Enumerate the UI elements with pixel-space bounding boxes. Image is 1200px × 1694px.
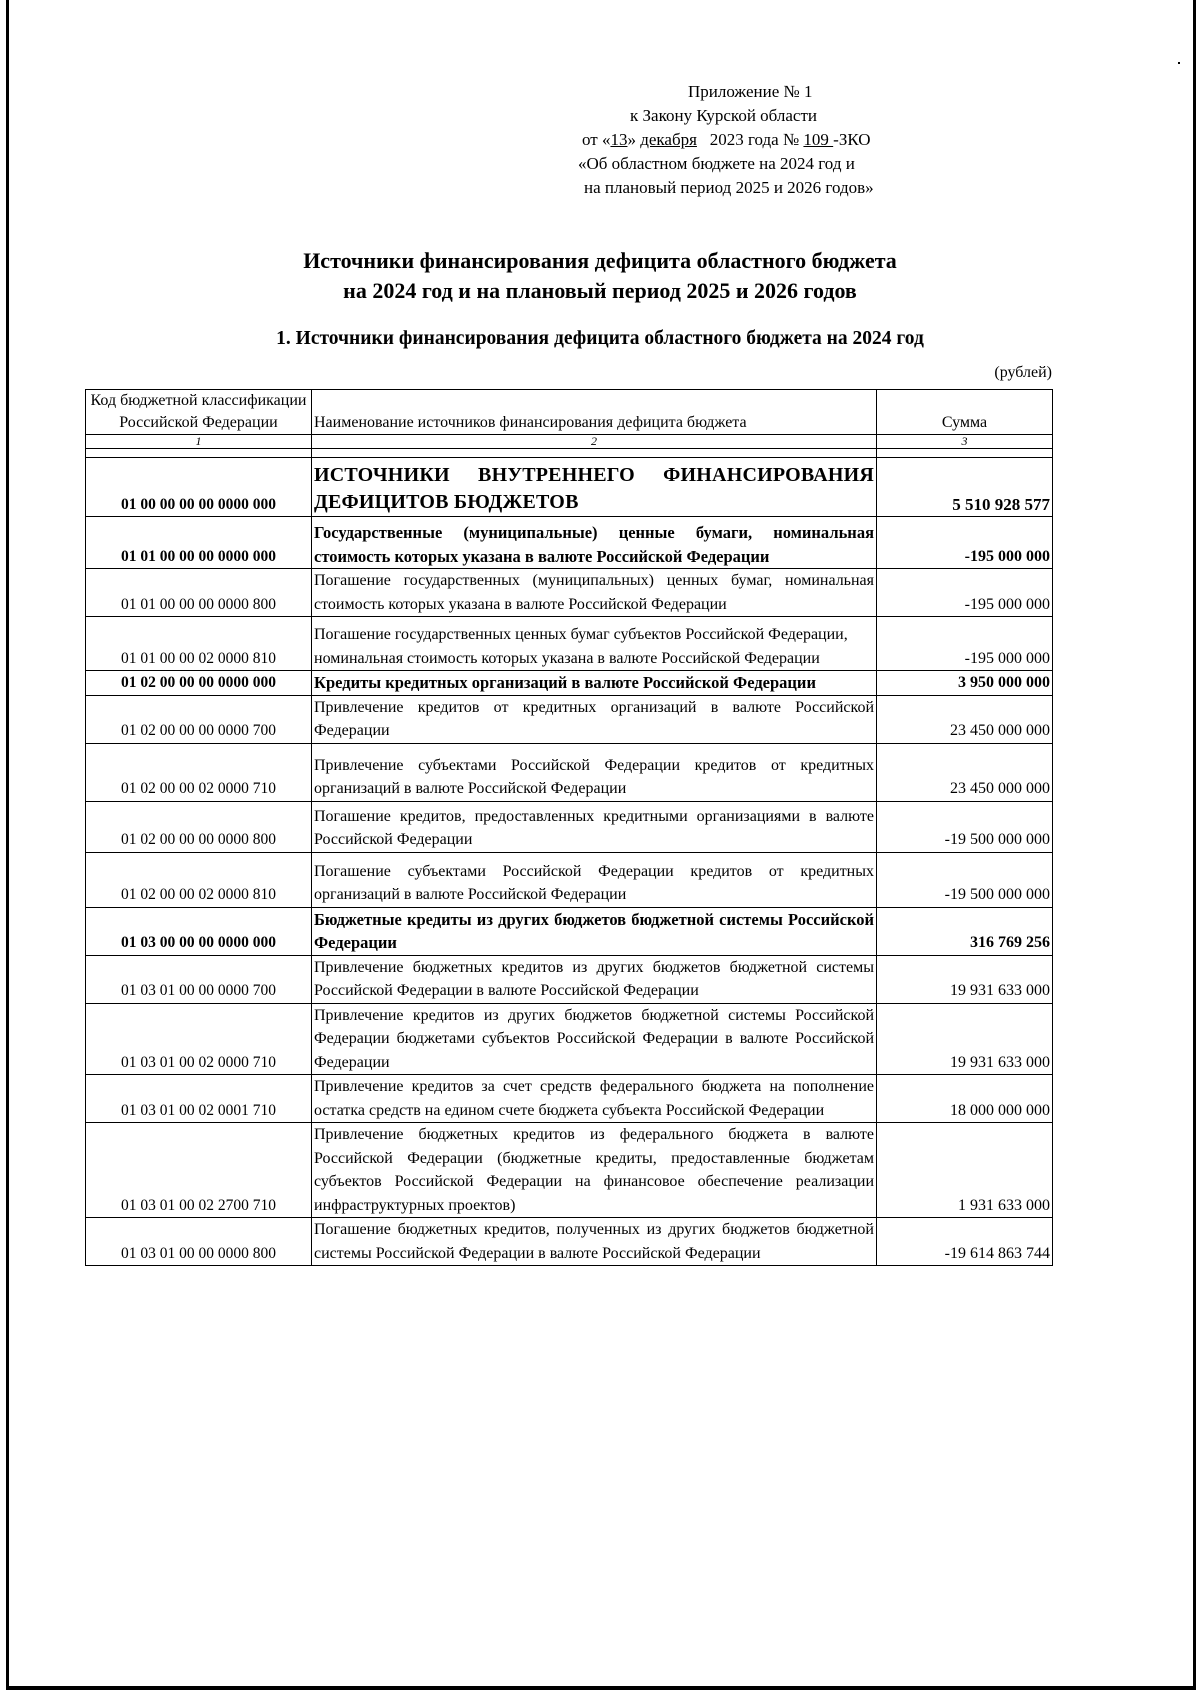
row-sum: -195 000 000 (877, 617, 1053, 671)
appendix-law-date (578, 128, 978, 152)
table-spacer-row (86, 449, 1053, 458)
row-sum: -19 500 000 000 (877, 852, 1053, 907)
row-sum: 19 931 633 000 (877, 955, 1053, 1003)
row-name: ИСТОЧНИКИ ВНУТРЕННЕГО ФИНАНСИРОВАНИЯ ДЕФИЦИТОВ БЮДЖЕТОВ (312, 458, 877, 517)
date-day: 13 (610, 130, 628, 149)
date-mid: » (627, 130, 641, 149)
row-name: Бюджетные кредиты из других бюджетов бюджетной системы Российской Федерации (312, 907, 877, 955)
header-name: Наименование источников финансирования дефицита бюджета (312, 390, 877, 435)
column-number: 3 (877, 435, 1053, 449)
table-header-row (86, 390, 1053, 435)
row-name: Привлечение бюджетных кредитов из федерального бюджета в валюте Российской Федерации (бюджетные кредиты, предоставленные бюджетам субъектов Российской Федерации на финансовое обеспечение реализации инфраструктурных проектов) (312, 1123, 877, 1218)
section-title: 1. Источники финансирования дефицита областного бюджета на 2024 год (276, 328, 924, 349)
row-code: 01 00 00 00 00 0000 000 (86, 458, 312, 517)
date-prefix: от « (582, 130, 611, 149)
row-name: Привлечение бюджетных кредитов из других бюджетов бюджетной системы Российской Федерации в валюте Российской Федерации (312, 955, 877, 1003)
table-row (86, 801, 1053, 852)
spacer-cell (312, 449, 877, 458)
table-row (86, 1218, 1053, 1266)
row-code: 01 03 01 00 02 0001 710 (86, 1075, 312, 1123)
row-sum: 316 769 256 (877, 907, 1053, 955)
appendix-number: Приложение № 1 (688, 82, 813, 101)
document-title (0, 246, 1200, 306)
appendix-law-title-2: на плановый период 2025 и 2026 годов» (584, 178, 874, 197)
table-row (86, 695, 1053, 743)
row-sum: 19 931 633 000 (877, 1003, 1053, 1075)
row-code: 01 01 00 00 02 0000 810 (86, 617, 312, 671)
row-code: 01 03 01 00 00 0000 800 (86, 1218, 312, 1266)
table-row (86, 907, 1053, 955)
table-row (86, 617, 1053, 671)
table-row (86, 743, 1053, 801)
header-code: Код бюджетной классификации Российской Федерации (86, 390, 312, 435)
table-row (86, 1003, 1053, 1075)
table-row (86, 517, 1053, 569)
appendix-law-reference: к Закону Курской области (630, 106, 817, 125)
row-sum: -195 000 000 (877, 569, 1053, 617)
row-sum: 23 450 000 000 (877, 743, 1053, 801)
row-code: 01 02 00 00 00 0000 000 (86, 671, 312, 696)
table-row (86, 458, 1053, 517)
header-sum: Сумма (877, 390, 1053, 435)
scan-speck (1178, 62, 1180, 64)
row-name: Погашение кредитов, предоставленных кредитными организациями в валюте Российской Федерации (312, 801, 877, 852)
spacer-cell (877, 449, 1053, 458)
spacer-cell (86, 449, 312, 458)
row-code: 01 03 01 00 02 0000 710 (86, 1003, 312, 1075)
unit-label: (рублей) (994, 364, 1052, 381)
table-row (86, 569, 1053, 617)
row-sum: -19 614 863 744 (877, 1218, 1053, 1266)
row-name: Погашение государственных ценных бумаг субъектов Российской Федерации, номинальная стоимость которых указана в валюте Российской Федерации (312, 617, 877, 671)
table-row (86, 671, 1053, 696)
column-number-row (86, 435, 1053, 449)
row-name: Привлечение кредитов из других бюджетов бюджетной системы Российской Федерации бюджетами субъектов Российской Федерации в валюте Российской Федерации (312, 1003, 877, 1075)
row-name: Государственные (муниципальные) ценные бумаги, номинальная стоимость которых указана в валюте Российской Федерации (312, 517, 877, 569)
row-code: 01 03 00 00 00 0000 000 (86, 907, 312, 955)
row-code: 01 02 00 00 02 0000 810 (86, 852, 312, 907)
row-name: Привлечение субъектами Российской Федерации кредитов от кредитных организаций в валюте Российской Федерации (312, 743, 877, 801)
row-sum: 23 450 000 000 (877, 695, 1053, 743)
law-suffix: -ЗКО (833, 130, 871, 149)
table-row (86, 852, 1053, 907)
row-name: Кредиты кредитных организаций в валюте Российской Федерации (312, 671, 877, 696)
law-number: 109 (803, 130, 834, 149)
row-sum: 3 950 000 000 (877, 671, 1053, 696)
date-year: 2023 года № (696, 130, 804, 149)
appendix-note (578, 80, 978, 200)
row-code: 01 02 00 00 00 0000 700 (86, 695, 312, 743)
table-row (86, 1123, 1053, 1218)
row-sum: 1 931 633 000 (877, 1123, 1053, 1218)
document-title-line-2: на 2024 год и на плановый период 2025 и 2026 годов (343, 278, 857, 303)
document-title-line-1: Источники финансирования дефицита областного бюджета (303, 248, 897, 273)
table-row (86, 1075, 1053, 1123)
row-code: 01 01 00 00 00 0000 800 (86, 569, 312, 617)
row-code: 01 02 00 00 00 0000 800 (86, 801, 312, 852)
row-name: Привлечение кредитов за счет средств федерального бюджета на пополнение остатка средств на едином счете бюджета субъекта Российской Федерации (312, 1075, 877, 1123)
row-name: Погашение бюджетных кредитов, полученных из других бюджетов бюджетной системы Российской Федерации в валюте Российской Федерации (312, 1218, 877, 1266)
row-name: Привлечение кредитов от кредитных организаций в валюте Российской Федерации (312, 695, 877, 743)
row-code: 01 03 01 00 02 2700 710 (86, 1123, 312, 1218)
table-row (86, 955, 1053, 1003)
row-code: 01 03 01 00 00 0000 700 (86, 955, 312, 1003)
budget-table (85, 389, 1053, 1266)
row-sum: 5 510 928 577 (877, 458, 1053, 517)
column-number: 1 (86, 435, 312, 449)
row-sum: -195 000 000 (877, 517, 1053, 569)
appendix-law-title-1: «Об областном бюджете на 2024 год и (578, 154, 855, 173)
row-code: 01 01 00 00 00 0000 000 (86, 517, 312, 569)
column-number: 2 (312, 435, 877, 449)
row-sum: 18 000 000 000 (877, 1075, 1053, 1123)
row-name: Погашение государственных (муниципальных) ценных бумаг, номинальная стоимость которых указана в валюте Российской Федерации (312, 569, 877, 617)
row-name: Погашение субъектами Российской Федерации кредитов от кредитных организаций в валюте Российской Федерации (312, 852, 877, 907)
date-month: декабря (640, 130, 697, 149)
row-code: 01 02 00 00 02 0000 710 (86, 743, 312, 801)
row-sum: -19 500 000 000 (877, 801, 1053, 852)
